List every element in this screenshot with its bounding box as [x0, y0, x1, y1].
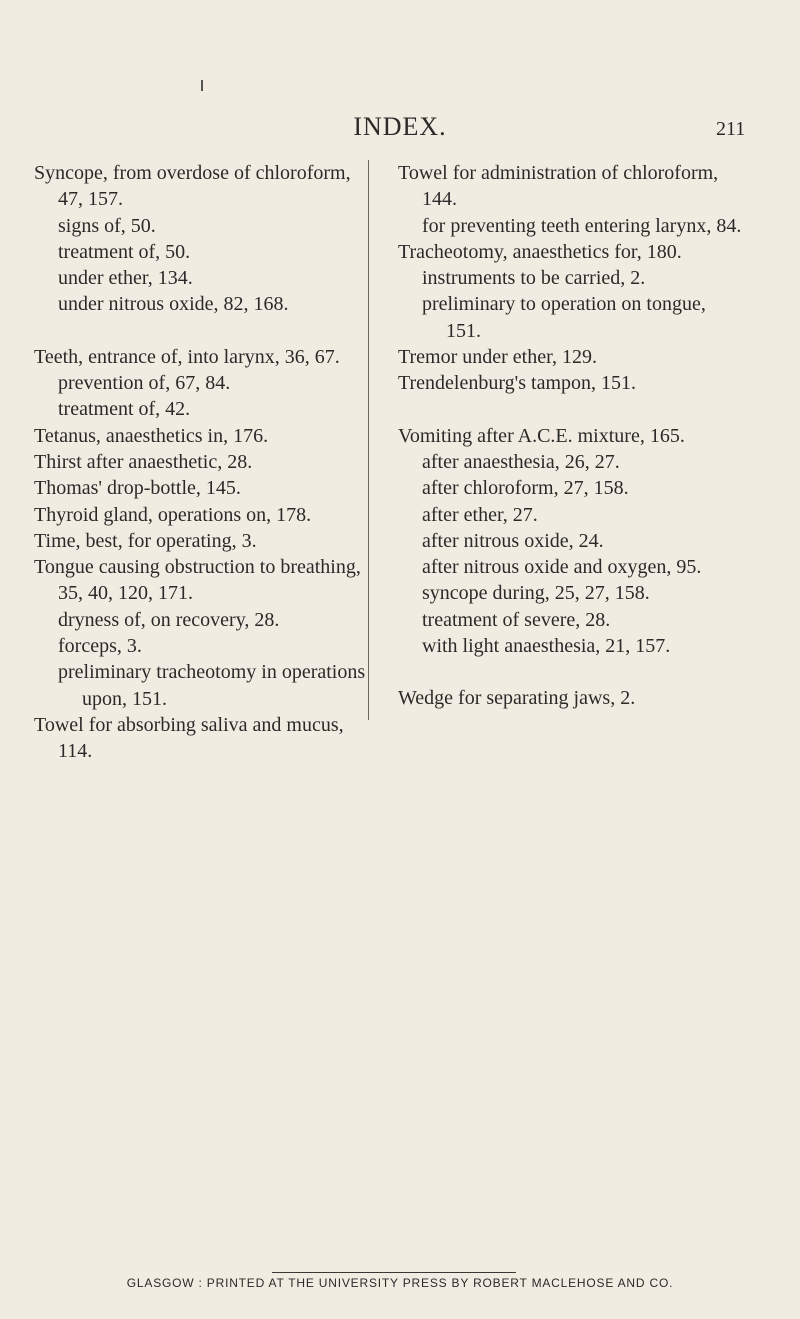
page-number: 211: [716, 118, 746, 140]
index-subentry: preliminary to operation on tongue, 151.: [422, 293, 706, 342]
index-entry: Vomiting after A.C.E. mixture, 165.: [398, 424, 685, 447]
index-entry: Tracheotomy, anaesthetics for, 180.: [398, 240, 682, 263]
index-subentry: dryness of, on recovery, 28.: [58, 608, 280, 631]
index-subentry: prevention of, 67, 84.: [58, 372, 231, 395]
entry-gap: [398, 397, 744, 423]
index-entry: Towel for administration of chloroform, 144.: [398, 162, 719, 211]
index-subentry: treatment of severe, 28.: [422, 608, 611, 631]
column-divider: [368, 160, 369, 720]
index-subentry: under nitrous oxide, 82, 168.: [58, 293, 289, 316]
index-entry: Tongue causing obstruction to breathing, 35, 40, 120, 171.: [34, 556, 361, 605]
index-entry: Thomas' drop-bottle, 145.: [34, 477, 241, 500]
index-subentry: after chloroform, 27, 158.: [422, 477, 629, 500]
index-entry: Teeth, entrance of, into larynx, 36, 67.: [34, 345, 340, 368]
index-subentry: signs of, 50.: [58, 214, 156, 237]
index-subentry: for preventing teeth entering larynx, 84.: [422, 214, 742, 237]
index-subentry: treatment of, 50.: [58, 240, 191, 263]
index-subentry: treatment of, 42.: [58, 398, 191, 421]
index-entry: Trendelenburg's tampon, 151.: [398, 372, 637, 395]
index-column-left: [34, 160, 374, 765]
index-subentry: instruments to be carried, 2.: [422, 267, 646, 290]
index-subentry: forceps, 3.: [58, 635, 142, 658]
entry-gap: [34, 318, 374, 344]
page-title: INDEX.: [353, 112, 447, 141]
entry-gap: [398, 659, 744, 685]
index-column-right: [398, 160, 744, 712]
footer-rule: [272, 1272, 516, 1273]
stray-print-mark: [201, 80, 203, 91]
index-subentry: with light anaesthesia, 21, 157.: [422, 635, 671, 658]
index-entry: Thirst after anaesthetic, 28.: [34, 450, 253, 473]
index-subentry: after nitrous oxide and oxygen, 95.: [422, 556, 702, 579]
index-entry: Tetanus, anaesthetics in, 176.: [34, 424, 269, 447]
index-entry: Wedge for separating jaws, 2.: [398, 687, 636, 710]
index-subentry: preliminary tracheotomy in operations upon, 151.: [58, 661, 366, 710]
index-entry: Thyroid gland, operations on, 178.: [34, 503, 312, 526]
index-subentry: after nitrous oxide, 24.: [422, 529, 604, 552]
index-entry: Time, best, for operating, 3.: [34, 529, 257, 552]
index-subentry: under ether, 134.: [58, 267, 193, 290]
index-entry: Towel for absorbing saliva and mucus, 114.: [34, 713, 344, 763]
printer-imprint: GLASGOW : PRINTED AT THE UNIVERSITY PRESS BY ROBERT MACLEHOSE AND CO.: [126, 1276, 674, 1290]
index-subentry: after anaesthesia, 26, 27.: [422, 450, 620, 473]
index-entry: Syncope, from overdose of chloroform, 47, 157.: [34, 162, 351, 211]
index-subentry: after ether, 27.: [422, 503, 538, 526]
index-entry: Tremor under ether, 129.: [398, 346, 597, 369]
index-subentry: syncope during, 25, 27, 158.: [422, 582, 650, 605]
